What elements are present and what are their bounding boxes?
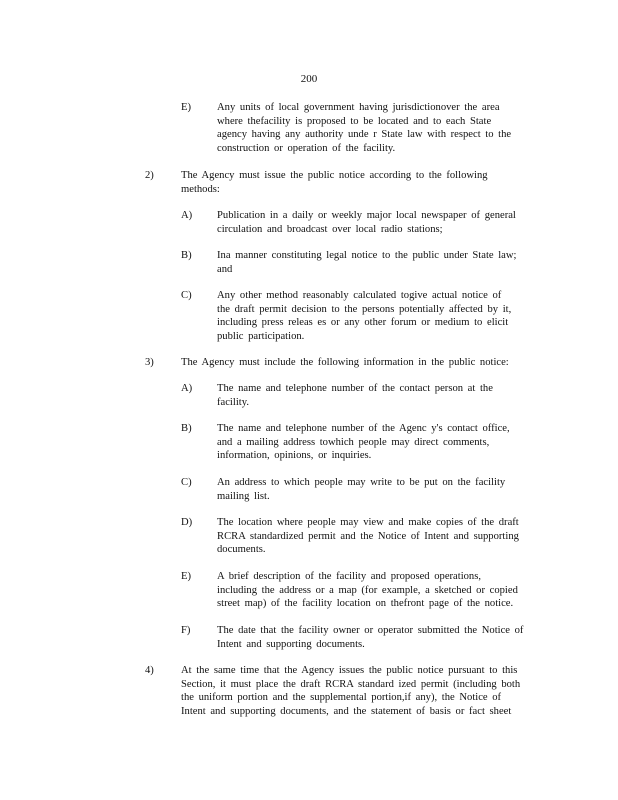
text-line: facility. — [217, 396, 249, 408]
text-line: circulation and broadcast over local radio stations; — [217, 223, 443, 235]
text-line: The name and telephone number of the Agenc y's contact office, — [217, 423, 510, 434]
text-line: At the same time that the Agency issues the public notice pursuant to this — [181, 665, 518, 676]
text-line: Section, it must place the draft RCRA standard ized permit (including both — [181, 678, 521, 690]
list-item-2A — [181, 209, 542, 236]
item-label: C) — [181, 290, 192, 301]
text-line: agency having any authority unde r State law with respect to the — [217, 129, 512, 141]
text-line: The name and telephone number of the contact person at the — [217, 383, 493, 394]
list-item-2C — [181, 289, 542, 343]
item-label: 3) — [145, 357, 154, 368]
item-text — [217, 422, 542, 463]
text-line: The date that the facility owner or operator submitted the Notice of — [217, 625, 524, 636]
list-item-3 — [145, 356, 534, 370]
item-text — [217, 101, 542, 155]
item-label: D) — [181, 517, 193, 528]
item-text — [217, 476, 542, 503]
text-line: construction or operation of the facility. — [217, 142, 396, 154]
text-line: where thefacility is proposed to be located and to each State — [217, 115, 492, 127]
item-text — [217, 289, 542, 343]
text-line: The location where people may view and make copies of the draft — [217, 517, 519, 528]
item-label: 2) — [145, 170, 154, 181]
list-item-2 — [145, 169, 534, 196]
item-text — [181, 356, 534, 370]
list-item-3A — [181, 382, 542, 409]
text-line: public participation. — [217, 330, 305, 342]
text-line: methods: — [181, 183, 220, 195]
text-line: A brief description of the facility and proposed operations, — [217, 571, 482, 582]
text-line: and a mailing address towhich people may direct comments, — [217, 436, 490, 448]
text-line: including press releas es or any other forum or medium to elicit — [217, 317, 509, 329]
text-line: street map) of the facility location on thefront page of the notice. — [217, 598, 514, 610]
item-label: 4) — [145, 665, 154, 676]
item-text — [217, 516, 542, 557]
list-item-2B — [181, 249, 542, 276]
item-label: B) — [181, 423, 192, 434]
item-label: C) — [181, 477, 192, 488]
item-text — [181, 664, 534, 718]
item-text — [217, 382, 542, 409]
list-item-3F — [181, 624, 542, 651]
list-item-1E — [181, 101, 542, 155]
text-line: documents. — [217, 544, 266, 556]
item-label: B) — [181, 250, 192, 261]
item-text — [217, 209, 542, 236]
text-line: and — [217, 263, 233, 275]
text-line: Any other method reasonably calculated togive actual notice of — [217, 290, 502, 301]
text-line: including the address or a map (for example, a sketched or copied — [217, 584, 518, 596]
text-line: An address to which people may write to be put on the facility — [217, 477, 506, 488]
item-text — [217, 570, 542, 611]
text-line: Any units of local government having jurisdictionover the area — [217, 102, 500, 113]
item-label: F) — [181, 625, 191, 636]
list-item-3D — [181, 516, 542, 557]
text-line: Intent and supporting documents. — [217, 638, 365, 650]
text-line: the draft permit decision to the persons potentially affected by it, — [217, 303, 512, 315]
list-item-4 — [145, 664, 534, 718]
text-line: mailing list. — [217, 490, 270, 502]
item-text — [217, 249, 542, 276]
text-line: RCRA standardized permit and the Notice of Intent and supporting — [217, 530, 519, 542]
list-item-3B — [181, 422, 542, 463]
item-label: A) — [181, 383, 193, 394]
item-text — [217, 624, 542, 651]
page-number: 200 — [300, 73, 318, 85]
item-label: A) — [181, 210, 193, 221]
text-line: Ina manner constituting legal notice to the public under State law; — [217, 250, 517, 261]
item-text — [181, 169, 534, 196]
list-item-3C — [181, 476, 542, 503]
text-line: The Agency must include the following information in the public notice: — [181, 357, 509, 368]
list-item-3E — [181, 570, 542, 611]
item-label: E) — [181, 571, 191, 582]
text-line: The Agency must issue the public notice according to the following — [181, 170, 488, 181]
text-line: Publication in a daily or weekly major local newspaper of general — [217, 210, 516, 221]
text-line: the uniform portion and the supplemental portion,if any), the Notice of — [181, 692, 502, 704]
text-line: Intent and supporting documents, and the statement of basis or fact sheet — [181, 705, 512, 717]
text-line: information, opinions, or inquiries. — [217, 450, 372, 462]
item-label: E) — [181, 102, 191, 113]
